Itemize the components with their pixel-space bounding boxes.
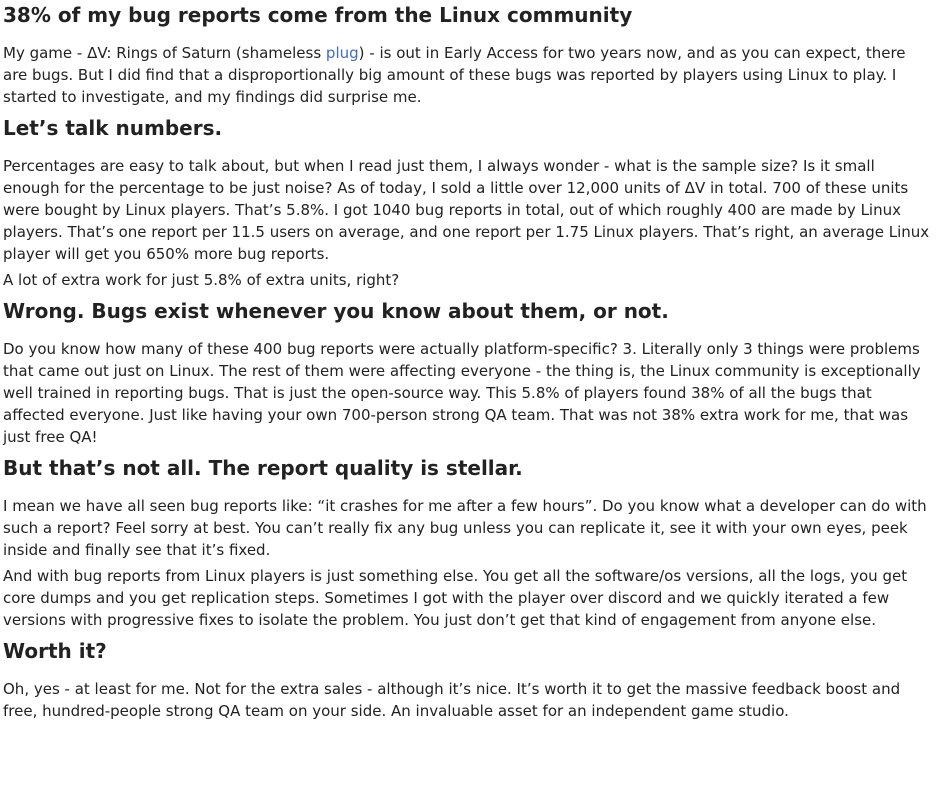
paragraph: A lot of extra work for just 5.8% of extra units, right? [3,271,400,289]
intro-paragraph [3,42,934,108]
paragraph: Do you know how many of these 400 bug reports were actually platform-specific? 3. Literally only 3 things were problems that came out just on Linux. The rest of them were affecting everyone - the thing is, the Linux community is exceptionally well trained in reporting bugs. That is just the open-source way. This 5.8% of players found 38% of all the bugs that affected everyone. Just like having your own 700-person strong QA team. That was not 38% extra work for me, that was just free QA! [3,340,921,446]
paragraph: And with bug reports from Linux players is just something else. You get all the software/os versions, all the logs, you get core dumps and you get replication steps. Sometimes I got with the player over discord and we quickly iterated a few versions with progressive fixes to isolate the problem. You just don’t get that kind of engagement from anyone else. [3,567,908,629]
article-title: 38% of my bug reports come from the Linux community [3,3,633,27]
paragraph: Oh, yes - at least for me. Not for the extra sales - although it’s nice. It’s worth it to get the massive feedback boost and free, hundred-people strong QA team on your side. An invaluable asset for an independent game studio. [3,680,901,720]
plug-link[interactable]: plug [325,44,359,62]
intro-text-before-link: My game - ΔV: Rings of Saturn (shameless [3,44,326,62]
paragraph: I mean we have all seen bug reports like: “it crashes for me after a few hours”. Do you know what a developer can do with such a report? Feel sorry at best. You can’t really fix any bug unless you can replicate it, see it with your own eyes, peek inside and finally see that it’s fixed. [3,497,927,559]
paragraph: Percentages are easy to talk about, but when I read just them, I always wonder - what is the sample size? Is it small enough for the percentage to be just noise? As of today, I sold a little over 12,000 units of ΔV in total. 700 of these units were bought by Linux players. That’s 5.8%. I got 1040 bug reports in total, out of which roughly 400 are made by Linux players. That’s one report per 11.5 users on average, and one report per 1.75 Linux players. That’s right, an average Linux player will get you 650% more bug reports. [3,157,930,263]
intro-text-after-link: ) - is out in Early Access for two years now, and as you can expect, there are bugs. But I did find that a disproportionally big amount of these bugs was reported by players using Linux to play. I started to investigate, and my findings did surprise me. [3,44,906,106]
section-heading-quality: But that’s not all. The report quality is stellar. [3,456,523,480]
section-heading-numbers: Let’s talk numbers. [3,116,223,140]
section-heading-worth-it: Worth it? [3,639,107,663]
section-heading-wrong: Wrong. Bugs exist whenever you know about them, or not. [3,299,669,323]
